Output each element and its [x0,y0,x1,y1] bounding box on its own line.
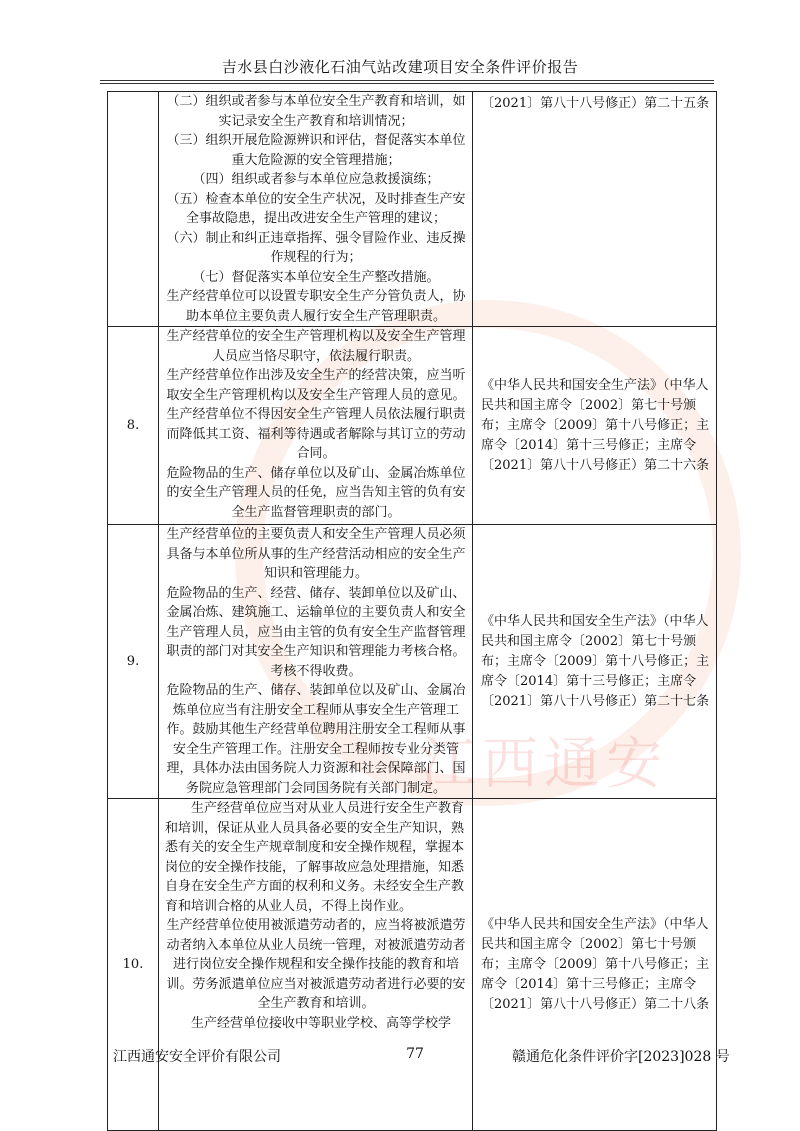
table-row [108,92,717,327]
requirement-paragraph: 生产经营单位接收中等职业学校、高等学校学 [191,1015,452,1031]
page-header: 吉水县白沙液化石油气站改建项目安全条件评价报告 [221,58,579,76]
requirement-paragraph: 生产经营单位应当对从业人员进行安全生产教育和培训，保证从业人员具备必要的安全生产知识，熟悉有关的安全生产规章制度和安全操作规程，掌握本岗位的安全操作技能，了解事故应急处理措施，知悉自身在安全生产方面的权利和义务。未经安全生产教育和培训合格的从业人员，不得上岗作业。 [165,801,465,914]
requirement-paragraph: 生产经营单位作出涉及安全生产的经营决策，应当听取安全生产管理机构以及安全生产管理人员的意见。 [166,368,466,403]
row-number: 10. [108,799,159,1131]
footer-doc-number: 赣通危化条件评价字[2023]028 号 [512,1049,730,1065]
requirement-paragraph: 生产经营单位的主要负责人和安全生产管理人员必须具备与本单位所从事的生产经营活动相应的安全生产知识和管理能力。 [166,527,466,581]
table-row [108,799,717,1131]
requirement-paragraph: 危险物品的生产、经营、储存、装卸单位以及矿山、金属冶炼、建筑施工、运输单位的主要负责人和安全生产管理人员，应当由主管的负有安全生产监督管理职责的部门对其安全生产知识和管理能力考核合格。考核不得收费。 [166,585,466,679]
law-basis-text: 〔2021〕第八十八号修正）第二十五条 [481,96,710,111]
law-basis-text: 《中华人民共和国安全生产法》（中华人民共和国主席令〔2002〕第七十号颁布；主席令〔2009〕第十八号修正；主席令〔2014〕第十三号修正；主席令〔2021〕第八十八号修正）第二十八条 [481,916,710,1012]
watermark-text: 江西通安 [420,732,668,797]
table-row [108,525,717,799]
requirement-cell [159,92,473,327]
requirement-paragraph: 生产经营单位不得因安全生产管理人员依法履行职责而降低其工资、福利等待遇或者解除与其订立的劳动合同。 [166,407,466,461]
law-basis-cell [473,799,717,1131]
requirement-paragraph: 危险物品的生产、储存、装卸单位以及矿山、金属冶炼单位应当有注册安全工程师从事安全生产管理工作。鼓励其他生产经营单位聘用注册安全工程师从事安全生产管理工作。注册安全工程师按专业分类管理，具体办法由国务院人力资源和社会保障部门、国务院应急管理部门会同国务院有关部门制定。 [166,683,466,796]
row-number: 9. [108,525,159,799]
requirement-paragraph: 危险物品的生产、储存单位以及矿山、金属冶炼单位的安全生产管理人员的任免，应当告知主管的负有安全生产监督管理职责的部门。 [166,465,466,520]
law-basis-text: 《中华人民共和国安全生产法》（中华人民共和国主席令〔2002〕第七十号颁布；主席令〔2009〕第十八号修正；主席令〔2014〕第十三号修正；主席令〔2021〕第八十八号修正）第二十七条 [481,613,710,709]
requirement-paragraph: （六）制止和纠正违章指挥、强令冒险作业、违反操作规程的行为； [166,230,466,265]
requirement-cell [159,327,473,525]
footer-company: 江西通安安全评价有限公司 [113,1049,281,1065]
row-number [108,92,159,327]
requirement-paragraph: （四）组织或者参与本单位应急救援演练； [192,172,440,187]
requirement-paragraph: （三）组织开展危险源辨识和评估，督促落实本单位重大危险源的安全管理措施； [166,133,466,168]
header-rule-secondary [100,83,714,84]
requirement-paragraph: （七）督促落实本单位安全生产整改措施。 [192,269,440,285]
requirement-paragraph: 生产经营单位使用被派遣劳动者的，应当将被派遣劳动者纳入本单位从业人员统一管理，对被派遣劳动者进行岗位安全操作规程和安全操作技能的教育和培训。劳务派遣单位应当对被派遣劳动者进行必要的安全生产教育和培训。 [166,918,466,1011]
regulation-table [107,91,717,1131]
requirement-paragraph: 生产经营单位的安全生产管理机构以及安全生产管理人员应当恪尽职守，依法履行职责。 [166,329,466,364]
law-basis-text: 《中华人民共和国安全生产法》（中华人民共和国主席令〔2002〕第七十号颁布；主席令〔2009〕第十八号修正；主席令〔2014〕第十三号修正；主席令〔2021〕第八十八号修正）第二十六条 [481,377,710,473]
row-number: 8. [108,327,159,525]
requirement-paragraph: （五）检查本单位的安全生产状况，及时排查生产安全事故隐患，提出改进安全生产管理的建议； [166,191,466,226]
table-row [108,327,717,525]
requirement-paragraph: 生产经营单位可以设置专职安全生产分管负责人，协助本单位主要负责人履行安全生产管理职责。 [166,289,466,324]
footer-page-number: 77 [406,1046,424,1062]
requirement-cell [159,799,473,1131]
requirement-paragraph: （二）组织或者参与本单位安全生产教育和培训，如实记录安全生产教育和培训情况； [166,94,466,129]
law-basis-cell [473,525,717,799]
law-basis-cell [473,327,717,525]
law-basis-cell [473,92,717,327]
requirement-cell [159,525,473,799]
header-rule [100,80,714,81]
